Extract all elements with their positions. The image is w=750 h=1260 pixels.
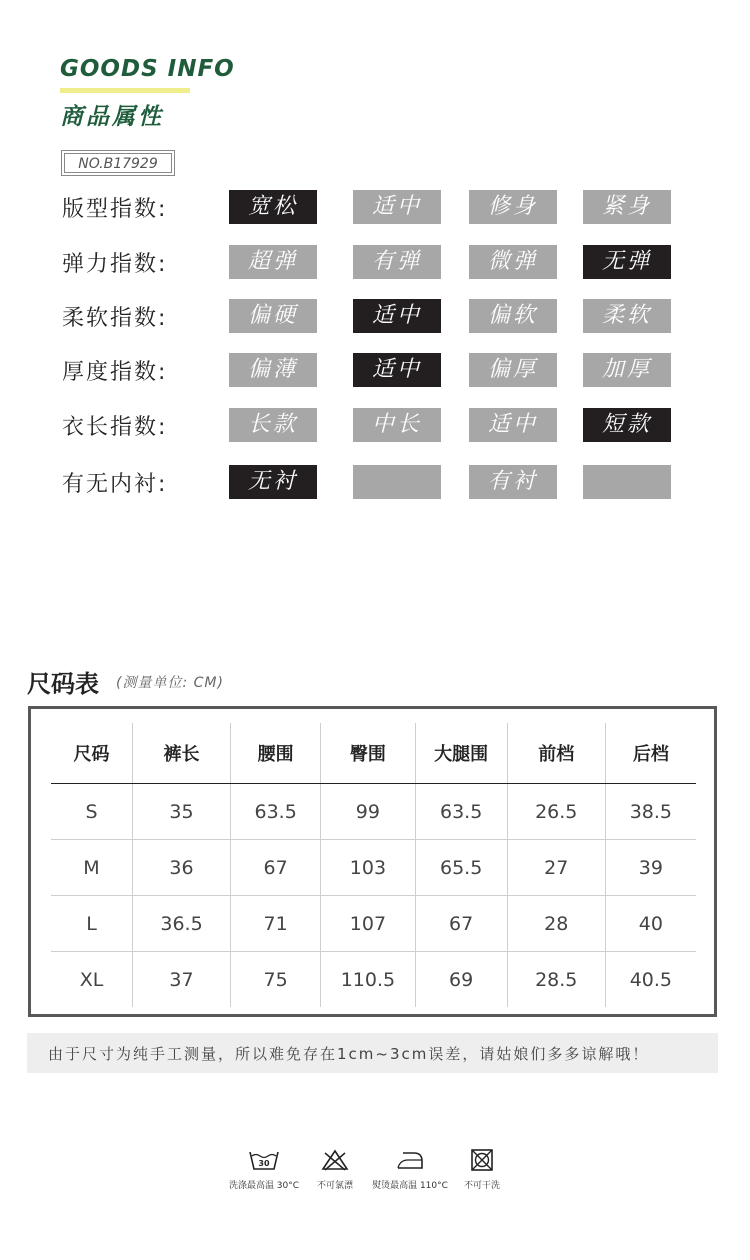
attribute-option: 长款 [229,408,317,442]
size-cell: L [51,896,133,952]
measurement-cell: 63.5 [231,784,321,840]
attribute-option: 偏薄 [229,353,317,387]
goods-info-title: GOODS INFO [60,56,235,82]
attribute-option [583,465,671,499]
measurement-cell: 36.5 [133,896,231,952]
measurement-cell: 99 [321,784,415,840]
size-chart-frame [28,706,717,1017]
attribute-label: 版型指数: [62,197,168,222]
care-item-dry [458,1148,506,1191]
attribute-label: 厚度指数: [62,360,168,385]
attribute-option-selected: 无衬 [229,465,317,499]
attribute-option: 适中 [469,408,557,442]
size-table-header-cell: 后档 [605,723,696,784]
size-cell: S [85,800,98,823]
no-tumble-dry-icon [470,1148,494,1172]
size-table-header-cell: 前档 [507,723,605,784]
attribute-option: 有衬 [469,465,557,499]
measurement-note: 由于尺寸为纯手工测量，所以难免存在1cm~3cm误差，请姑娘们多多谅解哦！ [48,1045,650,1063]
wash-30-icon [248,1148,280,1172]
attribute-option: 有弹 [353,245,441,279]
title-underline [60,88,190,93]
attribute-option: 适中 [353,190,441,224]
care-label-bleach: 不可氯漂 [316,1181,353,1191]
measurement-cell: 27 [507,840,605,896]
measurement-cell: 63.5 [415,784,507,840]
size-table-header-cell: 尺码 [51,723,133,784]
care-item-iron [366,1148,454,1191]
care-item-bleach [310,1148,360,1191]
attribute-option-selected: 适中 [353,299,441,333]
goods-info-subtitle: 商品属性 [60,104,164,130]
attribute-option: 微弹 [469,245,557,279]
attribute-option: 中长 [353,408,441,442]
attribute-option-selected: 短款 [583,408,671,442]
measurement-cell: 39 [605,840,696,896]
size-table-header-cell: 腰围 [231,723,321,784]
measurement-cell: 37 [133,952,231,1008]
table-row [51,952,696,1008]
size-table-header-cell: 大腿围 [415,723,507,784]
measurement-cell: 67 [415,896,507,952]
table-row [51,896,696,952]
attribute-option: 紧身 [583,190,671,224]
attribute-option: 偏厚 [469,353,557,387]
attribute-label: 弹力指数: [62,252,168,277]
product-number: NO.B17929 [64,153,172,173]
size-table-header-cell: 臀围 [321,723,415,784]
measurement-cell: 40 [605,896,696,952]
care-item-wash [222,1148,306,1191]
size-chart-unit: (测量单位: CM) [116,675,224,691]
care-label-wash: 洗涤最高温 30°C [228,1181,300,1191]
attribute-label: 有无内衬: [62,472,168,497]
table-row [51,784,696,840]
size-table [51,723,696,1007]
measurement-cell: 110.5 [321,952,415,1008]
measurement-cell: 40.5 [605,952,696,1008]
measurement-cell: 71 [231,896,321,952]
size-cell: XL [51,952,133,1008]
measurement-cell: 36 [133,840,231,896]
attribute-option [353,465,441,499]
product-number-box [61,150,175,176]
attribute-option: 柔软 [583,299,671,333]
measurement-cell: 75 [231,952,321,1008]
measurement-cell: 65.5 [415,840,507,896]
attribute-option: 加厚 [583,353,671,387]
measurement-cell: 28 [507,896,605,952]
svg-text:30: 30 [258,1159,270,1168]
attribute-option-selected: 无弹 [583,245,671,279]
attribute-label: 衣长指数: [62,415,168,440]
measurement-cell: 26.5 [507,784,605,840]
measurement-cell: 38.5 [605,784,696,840]
attribute-option: 超弹 [229,245,317,279]
measurement-cell: 107 [321,896,415,952]
size-table-body [51,784,696,1008]
care-label-dry: 不可干洗 [463,1181,500,1191]
attribute-option-selected: 适中 [353,353,441,387]
size-cell: M [51,840,133,896]
attribute-option: 偏硬 [229,299,317,333]
measurement-cell: 103 [321,840,415,896]
size-chart-title: 尺码表 [27,670,99,698]
size-table-header-cell: 裤长 [133,723,231,784]
measurement-cell: 35 [133,784,231,840]
measurement-cell: 69 [415,952,507,1008]
iron-110-icon [395,1148,425,1172]
attribute-option: 偏软 [469,299,557,333]
table-row [51,840,696,896]
measurement-cell: 67 [231,840,321,896]
size-table-header-row [51,723,696,784]
no-bleach-icon [321,1148,349,1172]
attribute-label: 柔软指数: [62,306,168,331]
measurement-cell: 28.5 [507,952,605,1008]
attribute-option-selected: 宽松 [229,190,317,224]
attribute-option: 修身 [469,190,557,224]
care-label-iron: 熨烫最高温 110°C [372,1181,448,1191]
